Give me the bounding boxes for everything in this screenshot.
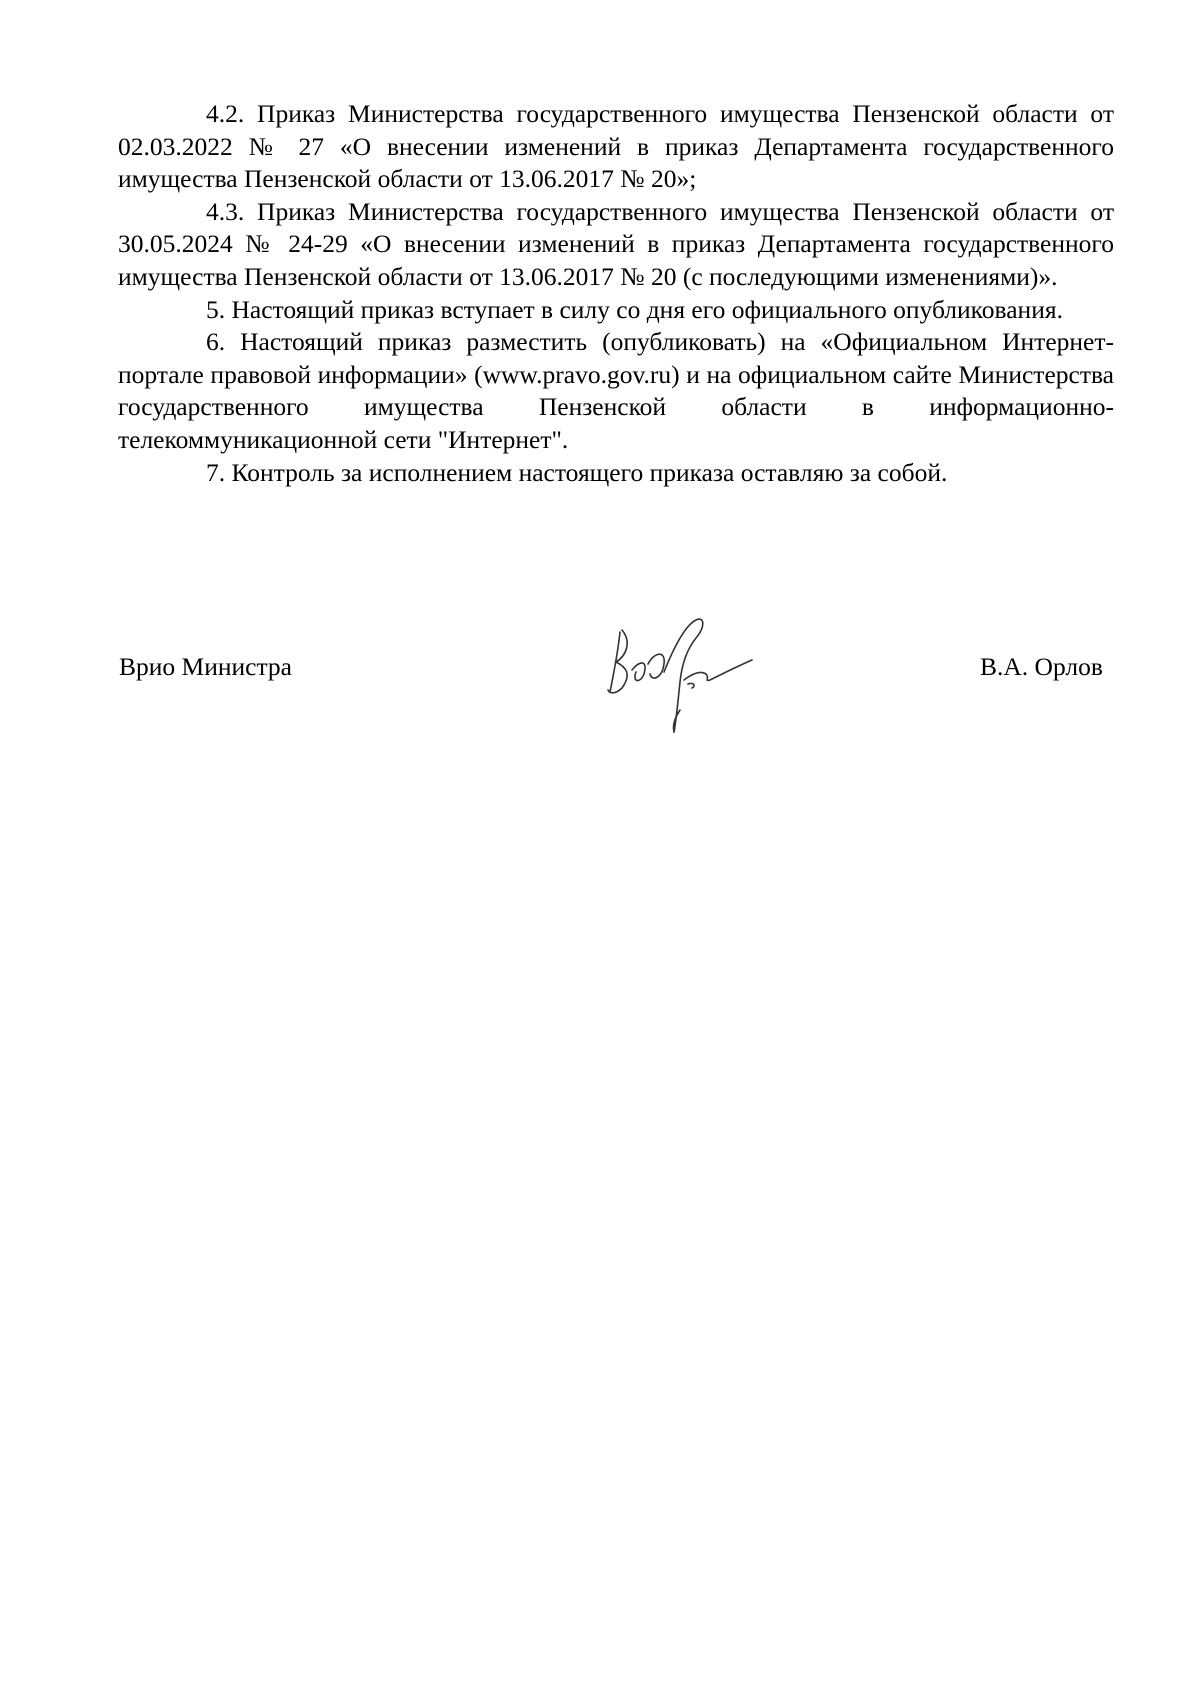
paragraph-6: 6. Настоящий приказ разместить (опубликовать) на «Официальном Интернет-портале правовой информации» (www.pravo.gov.ru) и на официальном сайте Министерства государственного имущества Пензенской области в информационно-телекоммуникационной сети "Интернет".	[118, 327, 1114, 454]
document-body	[118, 98, 1114, 489]
paragraph-5: 5. Настоящий приказ вступает в силу со дня его официального опубликования.	[206, 294, 1063, 324]
signer-name: В.А. Орлов	[980, 652, 1103, 681]
paragraph-4-2: 4.2. Приказ Министерства государственного имущества Пензенской области от 02.03.2022 № 27 «О внесении изменений в приказ Департамента государственного имущества Пензенской области от 13.06.2017 № 20»;	[118, 99, 1114, 194]
paragraph-4-3: 4.3. Приказ Министерства государственного имущества Пензенской области от 30.05.2024 № 24-29 «О внесении изменений в приказ Департамента государственного имущества Пензенской области от 13.06.2017 № 20 (с последующими изменениями)».	[118, 196, 1114, 291]
handwritten-signature-icon	[592, 612, 762, 742]
signer-position-title: Врио Министра	[119, 652, 292, 681]
paragraph-7: 7. Контроль за исполнением настоящего приказа оставляю за собой.	[206, 457, 948, 487]
